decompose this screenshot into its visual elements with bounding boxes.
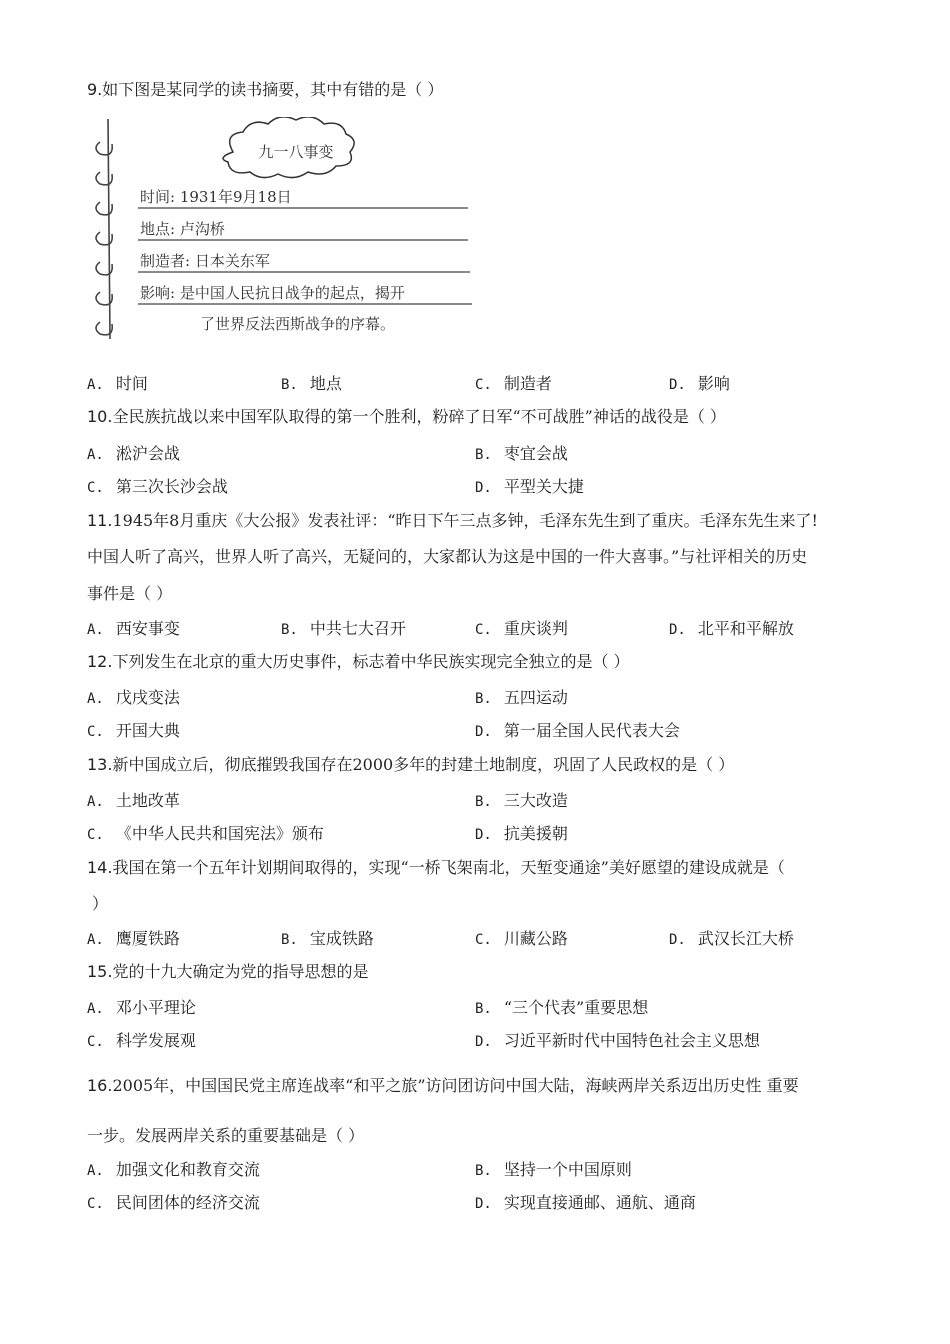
option-label: D. [669,377,686,393]
option-text: 习近平新时代中国特色社会主义思想 [503,1031,760,1050]
option-label: B. [281,377,298,393]
option-text: 抗美援朝 [503,824,568,843]
option-text: 科学发展观 [115,1031,196,1050]
option-text: 民间团体的经济交流 [115,1193,260,1212]
option-label: D. [475,724,492,740]
option-label: D. [475,1034,492,1050]
option-c[interactable] [475,929,568,950]
question-number: 15. [87,962,113,981]
option-d[interactable] [475,1031,760,1052]
option-text: 武汉长江大桥 [697,929,794,948]
question-number: 16. [87,1076,113,1095]
figure-impact-line2: 了世界反法西斯战争的序幕。 [200,315,396,333]
option-text: “三个代表”重要思想 [503,998,649,1017]
question-text: 下列发生在北京的重大历史事件，标志着中华民族实现完全独立的是（ ） [112,652,630,671]
option-a[interactable] [87,791,180,812]
question-number: 9. [87,80,103,99]
option-label: C. [87,1034,104,1050]
option-label: A. [87,932,104,948]
option-text: 五四运动 [503,688,568,707]
option-d[interactable] [669,619,794,640]
question-text: 1945年8月重庆《大公报》发表社评：“昨日下午三点多钟，毛泽东先生到了重庆。毛泽东先生来了! [112,511,818,530]
option-label: A. [87,1163,104,1179]
option-d[interactable] [475,721,680,742]
option-d[interactable] [669,374,730,395]
question-15-stem [87,962,368,982]
option-text: 实现直接通邮、通航、通商 [503,1193,696,1212]
option-b[interactable] [281,619,406,640]
question-16-stem-line1 [87,1076,799,1096]
question-number: 12. [87,652,113,671]
option-a[interactable] [87,374,148,395]
figure-maker: 制造者: 日本关东军 [140,252,270,270]
option-label: B. [281,932,298,948]
figure-place: 地点: 卢沟桥 [140,220,225,238]
option-text: 《中华人民共和国宪法》颁布 [115,824,324,843]
question-11-stem-line1 [87,511,818,531]
question-number: 10. [87,407,113,426]
option-label: A. [87,622,104,638]
figure-time: 时间: 1931年9月18日 [140,188,292,206]
option-c[interactable] [87,824,324,845]
option-b[interactable] [475,791,568,812]
option-label: B. [475,1163,492,1179]
option-label: A. [87,1001,104,1017]
question-text: 全民族抗战以来中国军队取得的第一个胜利，粉碎了日军“不可战胜”神话的战役是（ ） [112,407,726,426]
option-a[interactable] [87,619,180,640]
reading-notes-figure [88,117,478,342]
option-text: 第一届全国人民代表大会 [503,721,680,740]
option-text: 地点 [309,374,342,393]
option-b[interactable] [281,374,342,395]
option-text: 戊戌变法 [115,688,180,707]
question-text: 党的十九大确定为党的指导思想的是 [112,962,369,981]
question-14-stem-line1 [87,858,785,878]
question-text: 如下图是某同学的读书摘要，其中有错的是（ ） [102,80,444,99]
option-text: 坚持一个中国原则 [503,1160,632,1179]
option-c[interactable] [87,477,228,498]
question-text: 新中国成立后，彻底摧毁我国存在2000多年的封建土地制度，巩固了人民政权的是（ ） [112,755,735,774]
option-d[interactable] [475,1193,696,1214]
option-d[interactable] [669,929,794,950]
option-label: B. [475,1001,492,1017]
question-number: 13. [87,755,113,774]
option-text: 第三次长沙会战 [115,477,228,496]
option-text: 中共七大召开 [309,619,406,638]
option-b[interactable] [475,444,568,465]
option-c[interactable] [475,619,568,640]
option-label: D. [475,1196,492,1212]
option-d[interactable] [475,824,568,845]
option-text: 枣宜会战 [503,444,568,463]
option-label: A. [87,794,104,810]
question-11-stem-line3: 事件是（ ） [87,584,173,603]
option-label: C. [475,622,492,638]
option-d[interactable] [475,477,584,498]
option-b[interactable] [281,929,374,950]
question-13-stem [87,755,734,775]
option-label: C. [87,827,104,843]
option-label: A. [87,691,104,707]
option-text: 西安事变 [115,619,180,638]
option-label: D. [669,932,686,948]
option-label: D. [475,827,492,843]
option-label: B. [475,794,492,810]
option-text: 加强文化和教育交流 [115,1160,260,1179]
question-9-stem [87,80,443,100]
option-text: 土地改革 [115,791,180,810]
option-label: D. [475,480,492,496]
question-10-stem [87,407,726,427]
question-text: 我国在第一个五年计划期间取得的，实现“一桥飞架南北，天堑变通途”美好愿望的建设成就是（ [112,858,785,877]
option-text: 开国大典 [115,721,180,740]
option-label: C. [87,480,104,496]
option-a[interactable] [87,688,180,709]
question-12-stem [87,652,630,672]
option-b[interactable] [475,1160,632,1181]
option-label: B. [281,622,298,638]
option-text: 三大改造 [503,791,568,810]
option-label: C. [475,377,492,393]
question-14-stem-line2: ） [92,894,109,913]
option-label: C. [87,724,104,740]
option-text: 影响 [697,374,730,393]
option-b[interactable] [475,688,568,709]
option-a[interactable] [87,998,196,1019]
option-a[interactable] [87,444,180,465]
option-text: 邓小平理论 [115,998,196,1017]
option-text: 时间 [115,374,148,393]
option-label: A. [87,447,104,463]
option-label: A. [87,377,104,393]
option-label: B. [475,447,492,463]
option-c[interactable] [475,374,552,395]
figure-title: 九一八事变 [258,143,334,161]
option-text: 宝成铁路 [309,929,374,948]
option-c[interactable] [87,1193,260,1214]
option-c[interactable] [87,1031,196,1052]
option-text: 制造者 [503,374,552,393]
question-text: 2005年，中国国民党主席连战率“和平之旅”访问团访问中国大陆，海峡两岸关系迈出历史性 重要 [112,1076,799,1095]
option-text: 北平和平解放 [697,619,794,638]
option-text: 平型关大捷 [503,477,584,496]
question-number: 14. [87,858,113,877]
question-16-stem-line2: 一步。发展两岸关系的重要基础是（ ） [87,1126,365,1145]
option-text: 鹰厦铁路 [115,929,180,948]
option-c[interactable] [87,721,180,742]
option-b[interactable] [475,998,648,1019]
option-a[interactable] [87,929,180,950]
option-text: 川藏公路 [503,929,568,948]
figure-impact-line1: 影响: 是中国人民抗日战争的起点，揭开 [140,284,405,302]
question-11-stem-line2: 中国人听了高兴，世界人听了高兴，无疑问的，大家都认为这是中国的一件大喜事。”与社评相关的历史 [87,547,808,566]
option-label: C. [475,932,492,948]
question-number: 11. [87,511,113,530]
option-label: D. [669,622,686,638]
option-a[interactable] [87,1160,260,1181]
option-label: B. [475,691,492,707]
option-text: 淞沪会战 [115,444,180,463]
option-text: 重庆谈判 [503,619,568,638]
option-label: C. [87,1196,104,1212]
